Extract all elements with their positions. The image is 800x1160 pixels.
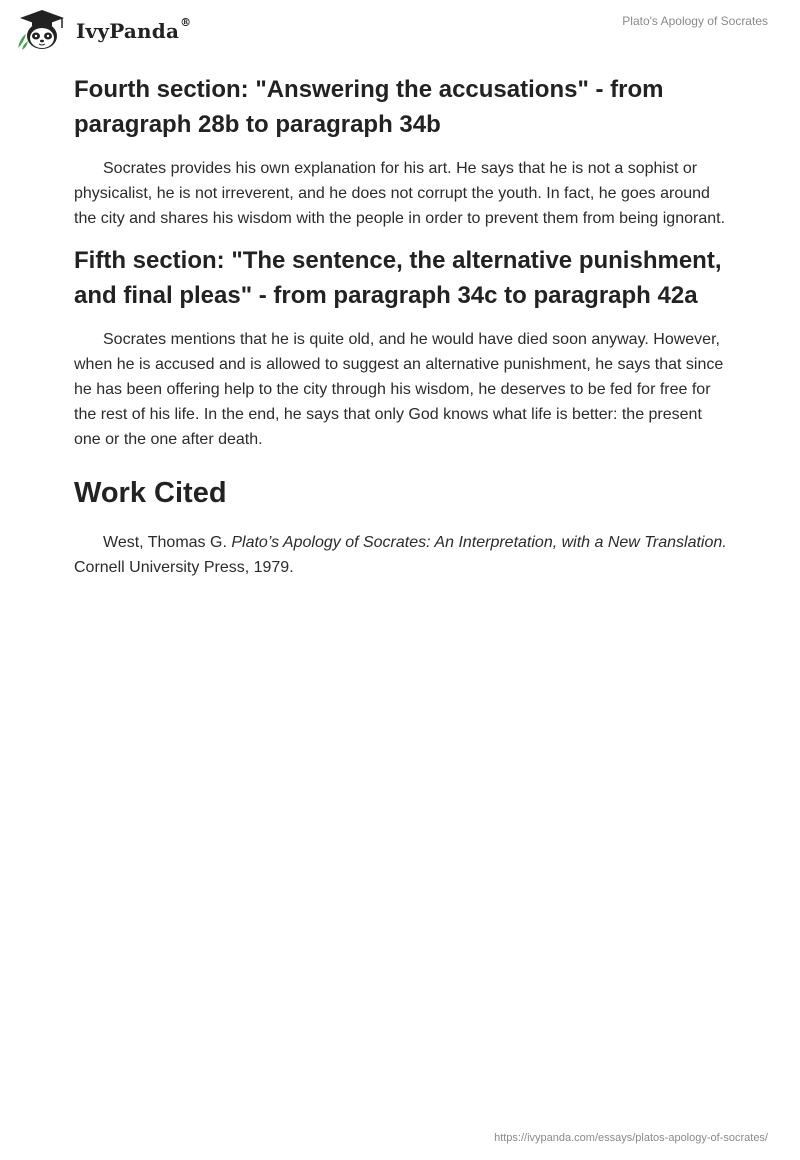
work-cited-heading: Work Cited [74, 477, 227, 509]
panda-mascot-icon [14, 8, 70, 52]
section-fourth [74, 72, 728, 231]
citation-entry [74, 530, 728, 580]
document-title: Plato's Apology of Socrates [622, 14, 768, 28]
brand-name: IvyPanda® [76, 16, 192, 43]
section-fifth [74, 243, 728, 452]
section-heading: Fourth section: "Answering the accusations" - from paragraph 28b to paragraph 34b [74, 76, 664, 138]
citation-publisher: Cornell University Press, 1979. [74, 559, 294, 576]
section-paragraph: Socrates provides his own explanation for his art. He says that he is not a sophist or physicalist, he is not irreverent, and he does not corrupt the youth. In fact, he goes around the city and shares his wisdom with the people in order to prevent them from being ignorant. [74, 160, 726, 227]
citation-title: Plato’s Apology of Socrates: An Interpretation, with a New Translation. [231, 534, 727, 551]
ivypanda-logo[interactable] [14, 8, 191, 52]
section-heading: Fifth section: "The sentence, the alternative punishment, and final pleas" - from paragraph 34c to paragraph 42a [74, 247, 722, 309]
page-header [0, 0, 800, 60]
source-url[interactable]: https://ivypanda.com/essays/platos-apology-of-socrates/ [494, 1132, 768, 1144]
essay-content [74, 72, 728, 580]
work-cited-section [74, 474, 728, 580]
citation-author: West, Thomas G. [103, 534, 232, 551]
section-paragraph: Socrates mentions that he is quite old, and he would have died soon anyway. However, when he is accused and is allowed to suggest an alternative punishment, he says that since he has been offering help to the city through his wisdom, he deserves to be fed for free for the rest of his life. In the end, he says that only God knows what life is better: the present one or the one after death. [74, 331, 724, 448]
